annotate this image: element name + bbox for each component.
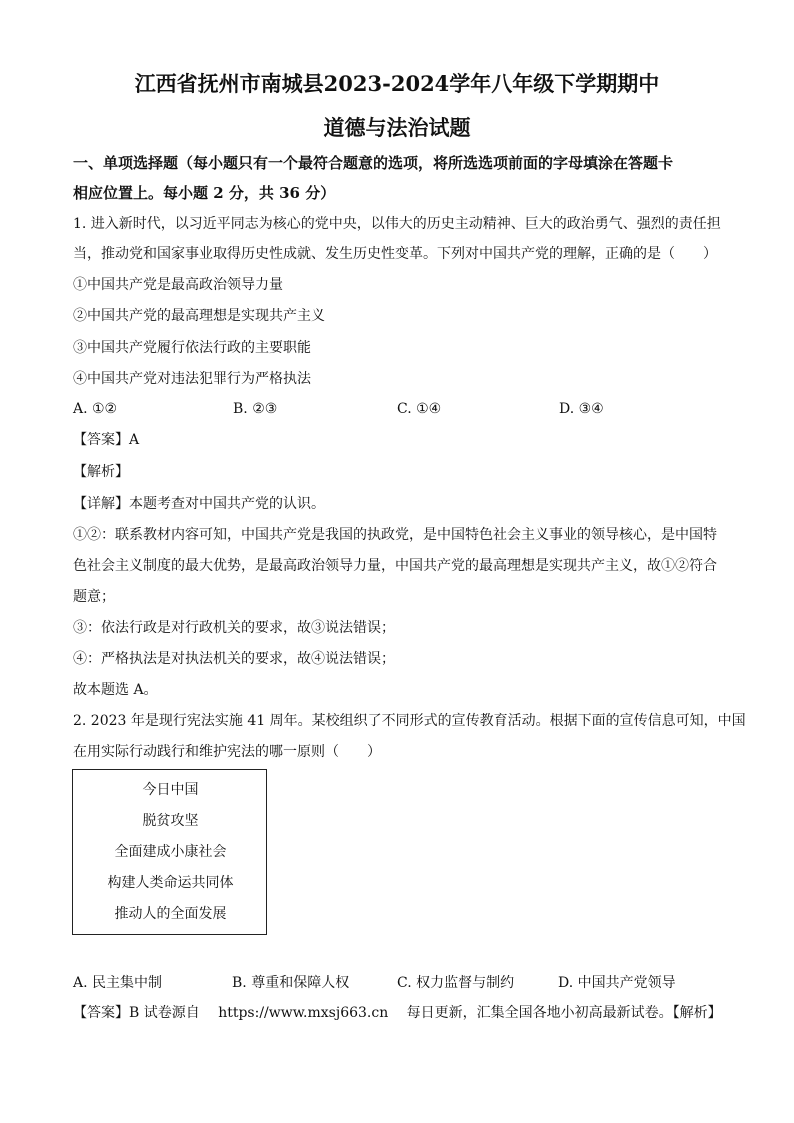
q1-explanation-cont: 色社会主义制度的最大优势，是最高政治领导力量，中国共产党的最高理想是实现共产主义，故①②符合 [73,558,717,574]
q2-info-box [72,769,267,935]
q2-option-a: A. 民主集中制 [73,975,163,991]
q1-explanation-end: 题意； [73,589,115,605]
q2-box-item: 构建人类命运共同体 [107,875,234,891]
q2-box-item: 推动人的全面发展 [114,906,227,922]
q1-option-d: D. ③④ [559,401,604,417]
section-heading: 一、单项选择题（每小题只有一个最符合题意的选项，将所选选项前面的字母填涂在答题卡 [73,154,674,172]
q2-box-item: 全面建成小康社会 [114,844,227,860]
q2-option-d: D. 中国共产党领导 [558,975,676,991]
q2-stem-cont: 在用实际行动践行和维护宪法的哪一原则（ ） [73,744,381,760]
q1-analysis-label: 【解析】 [73,464,129,480]
q1-statement-2: ②中国共产党的最高理想是实现共产主义 [73,308,325,324]
q2-box-item: 脱贫攻坚 [142,813,199,829]
q2-box-item: 今日中国 [142,782,199,798]
q1-statement-1: ①中国共产党是最高政治领导力量 [73,277,283,293]
q1-option-a: A. ①② [73,401,118,417]
q1-answer: 【答案】A [73,432,140,448]
q1-option-c: C. ①④ [397,401,442,417]
exam-subtitle: 道德与法治试题 [323,115,471,140]
q1-explanation-3: ③：依法行政是对行政机关的要求，故③说法错误； [73,620,395,636]
q1-conclusion: 故本题选 A。 [73,682,158,698]
exam-title: 江西省抚州市南城县2023-2024学年八年级下学期期中 [134,71,660,96]
q2-stem: 2. 2023 年是现行宪法实施 41 周年。某校组织了不同形式的宣传教育活动。根据下面的宣传信息可知，中国 [73,713,746,729]
q1-option-b: B. ②③ [233,401,278,417]
section-heading-cont: 相应位置上。每小题 2 分，共 36 分） [73,184,336,202]
q2-option-c: C. 权力监督与制约 [397,975,515,991]
q1-stem: 1. 进入新时代，以习近平同志为核心的党中央，以伟大的历史主动精神、巨大的政治勇气、强烈的责任担 [73,216,721,232]
q1-detail: 【详解】本题考查对中国共产党的认识。 [73,496,325,512]
q1-explanation: ①②：联系教材内容可知，中国共产党是我国的执政党，是中国特色社会主义事业的领导核心，是中国特 [73,527,717,543]
q2-option-b: B. 尊重和保障人权 [232,975,350,991]
q2-answer-line: 【答案】B 试卷源自 https://www.mxsj663.cn 每日更新，汇集全国各地小初高最新试卷。【解析】 [73,1005,722,1021]
q1-statement-4: ④中国共产党对违法犯罪行为严格执法 [73,371,311,387]
q1-explanation-4: ④：严格执法是对执法机关的要求，故④说法错误； [73,651,395,667]
q1-statement-3: ③中国共产党履行依法行政的主要职能 [73,340,311,356]
q1-stem-cont: 当，推动党和国家事业取得历史性成就、发生历史性变革。下列对中国共产党的理解，正确的是（ ） [73,246,717,262]
